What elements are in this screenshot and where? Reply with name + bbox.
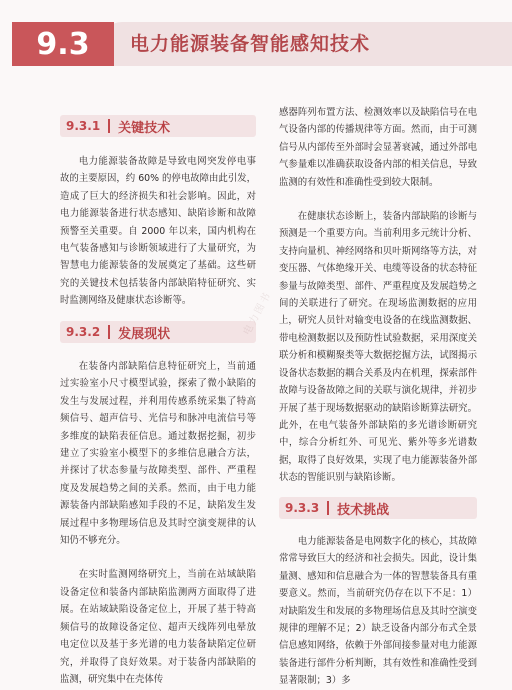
section-heading-key-tech (60, 115, 256, 137)
paragraph: 在实时监测网络研究上，当前在站域缺陷设备定位和装备内部缺陷监测两方面取得了进展。在站域缺陷设备定位上，开展了基于特高频信号的故障设备定位、超声天线阵列电晕放电定位以及基于多光谱的电力装备缺陷定位研究，并取得了良好效果。对于装备内部缺陷的监测，研究集中在壳体传 (60, 569, 256, 685)
paragraph: 电力能源装备是电网数字化的核心，其故障常常导致巨大的经济和社会损失。因此，设计集量测、感知和信息融合为一体的智慧装备具有重要意义。然而，当前研究仍存在以下不足：1）对缺陷发生和发展的多物理场信息及其时空演变规律的理解不足；2）缺乏设备内部分布式全景信息感知网络，依赖于外部间接参量对电力能源装备进行部件分析判断，其有效性和准确性受到显著限制；3）多 (279, 536, 477, 687)
paragraph: 在装备内部缺陷信息特征研究上，当前通过实验室小尺寸模型试验，探索了微小缺陷的发生与发展过程，并利用传感系统采集了特高频信号、超声信号、光信号和脉冲电流信号等多维度的缺陷表征信息。通过数据挖掘，初步建立了实验室小模型下的多维信息融合方法，并探讨了状态参量与故障类型、部件、严重程度及发展趋势之间的关系。然而，由于电力能源装备内部缺陷感知手段的不足，缺陷发生发展过程中多物理场信息及其时空演变规律的认知仍不够充分。 (60, 361, 256, 547)
section-heading-challenges (279, 497, 477, 519)
right-column-bottom (279, 533, 477, 690)
section-number: 9.3.3 (279, 501, 329, 515)
left-column-top (60, 153, 256, 310)
section-heading-status (60, 321, 256, 343)
section-number: 9.3.1 (60, 119, 110, 133)
paragraph: 在健康状态诊断上，装备内部缺陷的诊断与预测是一个重要方向。当前利用多元统计分析、支持向量机、神经网络和贝叶斯网络等方法，对变压器、气体绝缘开关、电缆等设备的状态特征参量与故障类型、部件、严重程度及发展趋势之间的关联进行了研究。在现场监测数据的应用上，研究人员针对输变电设备的在线监测数据、带电检测数据以及预防性试验数据，采用深度关联分析和模糊聚类等大数据挖掘方法，试图揭示设备状态数据的耦合关系及内在机理，探索部件故障与设备故障之间的关联与演化规律，并初步开展了基于现场数据驱动的缺陷诊断算法研究。此外，在电气装备外部缺陷的多光谱诊断研究中，综合分析红外、可见光、紫外等多光谱数据，取得了良好效果，实现了电力能源装备外部状态的智能识别与缺陷诊断。 (279, 211, 477, 484)
section-title: 发展现状 (118, 326, 171, 342)
chapter-number: 9.3 (12, 22, 114, 66)
chapter-header (0, 0, 512, 66)
right-column-top (279, 104, 477, 487)
section-number: 9.3.2 (60, 325, 110, 339)
paragraph: 电力能源装备故障是导致电网突发停电事故的主要原因，约 60% 的停电故障由此引发，造成了巨大的经济损失和社会影响。因此，对电力能源装备进行状态感知、缺陷诊断和故障预警至关重要。自 2000 年以来，国内机构在电气装备感知与诊断领域进行了大量研究，为智慧电力能源装备的发展奠定了基础。这些研究的关键技术包括装备内部缺陷特征研究、实时监测网络及健康状态诊断等。 (60, 156, 256, 307)
paragraph: 感器阵列布置方法、检测效率以及缺陷信号在电气设备内部的传播规律等方面。然而，由于可测信号从内部传至外部时会显著衰减，通过外部电气参量难以准确获取设备内部的相关信息，导致监测的有效性和准确性受到较大限制。 (279, 107, 477, 188)
section-title: 关键技术 (118, 120, 171, 136)
left-column-bottom (60, 358, 256, 688)
watermark: 电力图书 (241, 289, 274, 338)
chapter-title: 电力能源装备智能感知技术 (130, 33, 371, 55)
section-title: 技术挑战 (337, 502, 390, 518)
